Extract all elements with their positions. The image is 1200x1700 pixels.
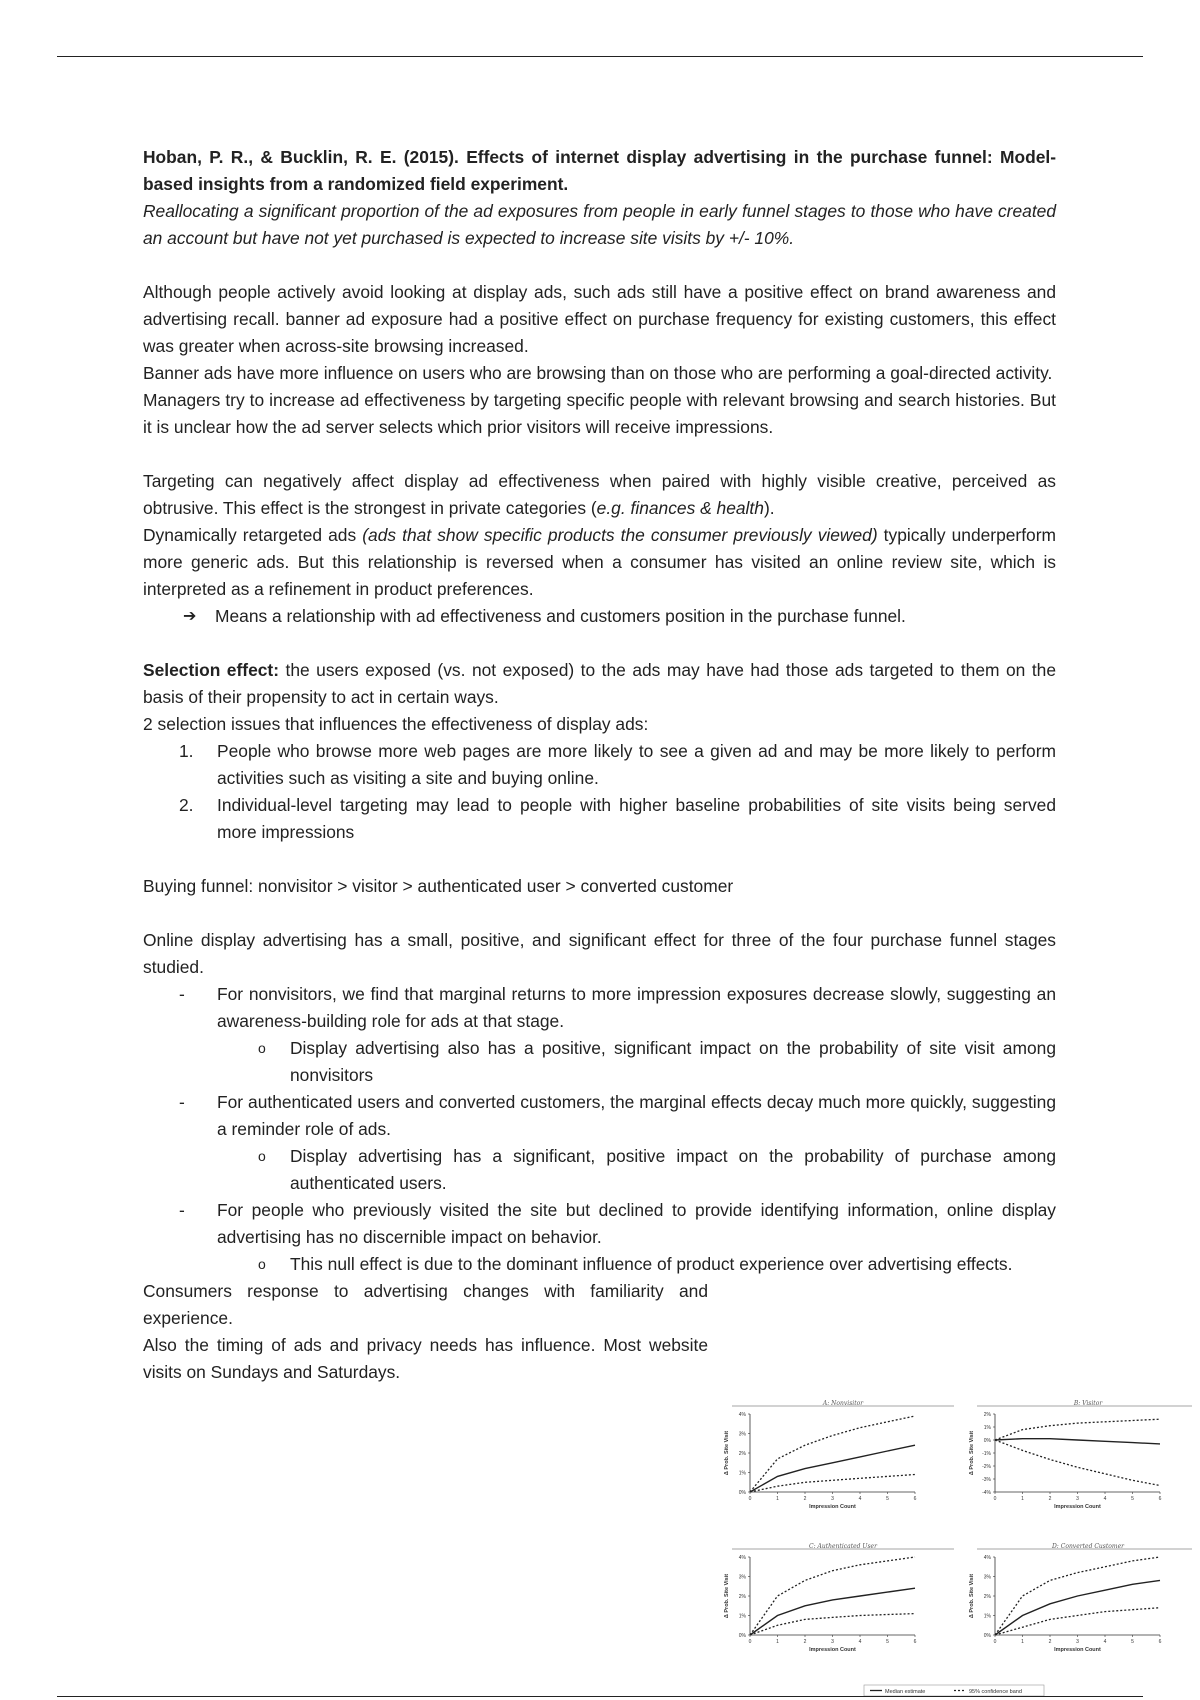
panel-title: D: Converted Customer <box>1052 1543 1124 1550</box>
legend-median-label: Median estimate <box>885 1689 926 1695</box>
buying-funnel: Buying funnel: nonvisitor > visitor > authenticated user > converted customer <box>143 876 734 896</box>
x-tick-label: 2 <box>1048 1639 1052 1645</box>
paragraph-targeting: Targeting can negatively affect display ad effectiveness when paired with highly visible creative, perceived as obtrusive. This effect is the strongest in private categories (e.g. finances & health). <box>143 471 1056 518</box>
x-tick-label: 0 <box>993 1496 997 1502</box>
x-tick-label: 3 <box>831 1639 834 1645</box>
y-tick-label: 4% <box>738 1555 746 1561</box>
list-item: 1. People who browse more web pages are more likely to see a given ad and may be more likely to perform activities such as visiting a site and buying online. <box>179 741 1056 788</box>
selection-label: Selection effect: <box>143 660 279 680</box>
x-tick-label: 1 <box>776 1639 779 1645</box>
y-tick-label: 3% <box>738 1431 746 1438</box>
confidence-band-line <box>995 1419 1160 1440</box>
online-intro: Online display advertising has a small, positive, and significant effect for three of the four purchase funnel stages studied. <box>143 930 1056 977</box>
x-tick-label: 1 <box>1021 1496 1024 1502</box>
y-tick-label: 4% <box>738 1412 746 1418</box>
y-tick-label: 1% <box>738 1470 746 1477</box>
y-tick-label: 2% <box>983 1594 991 1600</box>
confidence-band-line <box>750 1557 915 1635</box>
x-tick-label: 4 <box>1103 1496 1107 1502</box>
y-axis-label: Δ Prob. Site Visit <box>724 1430 730 1476</box>
citation: Hoban, P. R., & Bucklin, R. E. (2015). Effects of internet display advertising in the purchase funnel: Model-based insights from a randomized field experiment. <box>143 147 1056 194</box>
list-item: o Display advertising has a significant, positive impact on the probability of purchase among authenticated users. <box>217 1143 1056 1197</box>
x-tick-label: 2 <box>803 1639 807 1645</box>
y-tick-label: 0% <box>983 1438 991 1444</box>
x-axis-label: Impression Count <box>809 1504 856 1510</box>
x-axis-label: Impression Count <box>1054 1504 1101 1510</box>
x-tick-label: 5 <box>886 1639 889 1645</box>
x-tick-label: 6 <box>1158 1639 1162 1645</box>
x-axis-label: Impression Count <box>809 1647 856 1653</box>
paragraph-avoid-ads: Although people actively avoid looking at display ads, such ads still have a positive effect on brand awareness and advertising recall. banner ad exposure had a positive effect on purchase frequency for existing customers, this effect was greater when across-site browsing increased. <box>143 282 1056 356</box>
confidence-band-line <box>995 1608 1160 1635</box>
y-tick-label: 2% <box>983 1412 991 1418</box>
circle-bullet-icon: o <box>258 1148 266 1164</box>
median-line <box>995 1580 1160 1635</box>
circle-bullet-icon: o <box>258 1040 266 1056</box>
figure-svg <box>722 1398 1192 1698</box>
y-tick-label: -3% <box>982 1477 991 1483</box>
paragraph-retargeted: Dynamically retargeted ads (ads that show specific products the consumer previously viewed) typically underperform more generic ads. But this relationship is reversed when a consumer has visited an online review site, which is interpreted as a refinement in product preferences. <box>143 525 1056 599</box>
list-item: o Display advertising also has a positive, significant impact on the probability of site visit among nonvisitors <box>217 1035 1056 1089</box>
x-axis-label: Impression Count <box>1054 1647 1101 1653</box>
paragraph-selection-effect: Selection effect: the users exposed (vs. not exposed) to the ads may have had those ads targeted to them on the basis of their propensity to act in certain ways. <box>143 660 1056 707</box>
list-item: o This null effect is due to the dominant influence of product experience over advertising effects. <box>217 1251 1056 1278</box>
header-rule <box>57 56 1143 57</box>
document-body <box>143 144 1056 1386</box>
circle-bullet-icon: o <box>258 1256 266 1272</box>
x-tick-label: 3 <box>1076 1639 1079 1645</box>
panel-title: B: Visitor <box>1073 1400 1103 1407</box>
x-tick-label: 4 <box>1103 1639 1107 1645</box>
x-tick-label: 1 <box>1021 1639 1024 1645</box>
x-tick-label: 0 <box>748 1496 752 1502</box>
x-tick-label: 5 <box>1131 1496 1134 1502</box>
list-item: - For nonvisitors, we find that marginal returns to more impression exposures decrease slowly, suggesting an awareness-building role for ads at that stage. o Display advertising also has a positive, significant impact on the probability of site visit among nonvisitors <box>143 981 1056 1089</box>
paragraph-timing: Also the timing of ads and privacy needs has influence. Most website visits on Sundays and Saturdays. <box>143 1335 708 1382</box>
y-axis-label: Δ Prob. Site Visit <box>724 1573 730 1619</box>
y-tick-label: -1% <box>982 1451 991 1457</box>
findings-list <box>143 981 1056 1278</box>
y-tick-label: -4% <box>982 1490 991 1496</box>
panel-title: A: Nonvisitor <box>822 1400 864 1407</box>
y-tick-label: 2% <box>738 1594 746 1600</box>
median-line <box>750 1445 915 1492</box>
x-tick-label: 4 <box>858 1639 862 1645</box>
y-axis-label: Δ Prob. Site Visit <box>969 1573 975 1619</box>
dash-bullet-icon: - <box>179 984 185 1004</box>
list-item: - For authenticated users and converted customers, the marginal effects decay much more quickly, suggesting a reminder role of ads. o Display advertising has a significant, positive impact on the probability of purchase among authenticated users. <box>143 1089 1056 1197</box>
y-tick-label: 4% <box>983 1555 991 1561</box>
y-axis-label: Δ Prob. Site Visit <box>969 1430 975 1476</box>
y-tick-label: 0% <box>738 1490 746 1496</box>
list-item: - For people who previously visited the site but declined to provide identifying information, online display advertising has no discernible impact on behavior. o This null effect is due to the dominant influence of product experience over advertising effects. <box>143 1197 1056 1278</box>
x-tick-label: 6 <box>1158 1496 1162 1502</box>
arrow-note: ➔ Means a relationship with ad effectiveness and customers position in the purchase funnel. <box>143 603 1056 630</box>
x-tick-label: 0 <box>993 1639 997 1645</box>
y-tick-label: 1% <box>738 1613 746 1620</box>
x-tick-label: 5 <box>1131 1639 1134 1645</box>
x-tick-label: 4 <box>858 1496 862 1502</box>
x-tick-label: 3 <box>1076 1496 1079 1502</box>
confidence-band-line <box>750 1416 915 1492</box>
dash-bullet-icon: - <box>179 1200 185 1220</box>
y-tick-label: 3% <box>738 1574 746 1581</box>
y-tick-label: 1% <box>983 1613 991 1620</box>
x-tick-label: 2 <box>803 1496 807 1502</box>
x-tick-label: 5 <box>886 1496 889 1502</box>
list-item: 2. Individual-level targeting may lead to people with higher baseline probabilities of site visits being served more impressions <box>179 795 1056 842</box>
y-tick-label: 2% <box>738 1451 746 1457</box>
x-tick-label: 6 <box>913 1639 917 1645</box>
x-tick-label: 3 <box>831 1496 834 1502</box>
legend-ci-label: 95% confidence band <box>969 1689 1022 1695</box>
arrow-right-icon: ➔ <box>183 608 197 625</box>
paragraph-consumers: Consumers response to advertising changes with familiarity and experience. <box>143 1281 708 1328</box>
y-tick-label: 3% <box>983 1574 991 1581</box>
x-tick-label: 2 <box>1048 1496 1052 1502</box>
y-tick-label: -2% <box>982 1464 991 1470</box>
selection-intro: 2 selection issues that influences the effectiveness of display ads: <box>143 714 649 734</box>
footer-rule <box>57 1696 1143 1697</box>
confidence-band-line <box>750 1475 915 1493</box>
summary-italic: Reallocating a significant proportion of the ad exposures from people in early funnel stages to those who have created an account but have not yet purchased is expected to increase site visits by +/- 10%. <box>143 201 1056 248</box>
x-tick-label: 6 <box>913 1496 917 1502</box>
y-tick-label: 1% <box>983 1425 991 1431</box>
median-line <box>750 1588 915 1635</box>
dash-bullet-icon: - <box>179 1092 185 1112</box>
selection-list <box>143 738 1056 846</box>
y-tick-label: 0% <box>738 1633 746 1639</box>
paragraph-managers: Managers try to increase ad effectiveness by targeting specific people with relevant browsing and search histories. But it is unclear how the ad server selects which prior visitors will receive impressions. <box>143 390 1056 437</box>
funnel-figure <box>722 1398 1192 1698</box>
paragraph-banner-ads: Banner ads have more influence on users who are browsing than on those who are performing a goal-directed activity. <box>143 363 1053 383</box>
median-line <box>995 1439 1160 1444</box>
y-tick-label: 0% <box>983 1633 991 1639</box>
x-tick-label: 1 <box>776 1496 779 1502</box>
confidence-band-line <box>995 1440 1160 1486</box>
x-tick-label: 0 <box>748 1639 752 1645</box>
panel-title: C: Authenticated User <box>809 1543 877 1550</box>
